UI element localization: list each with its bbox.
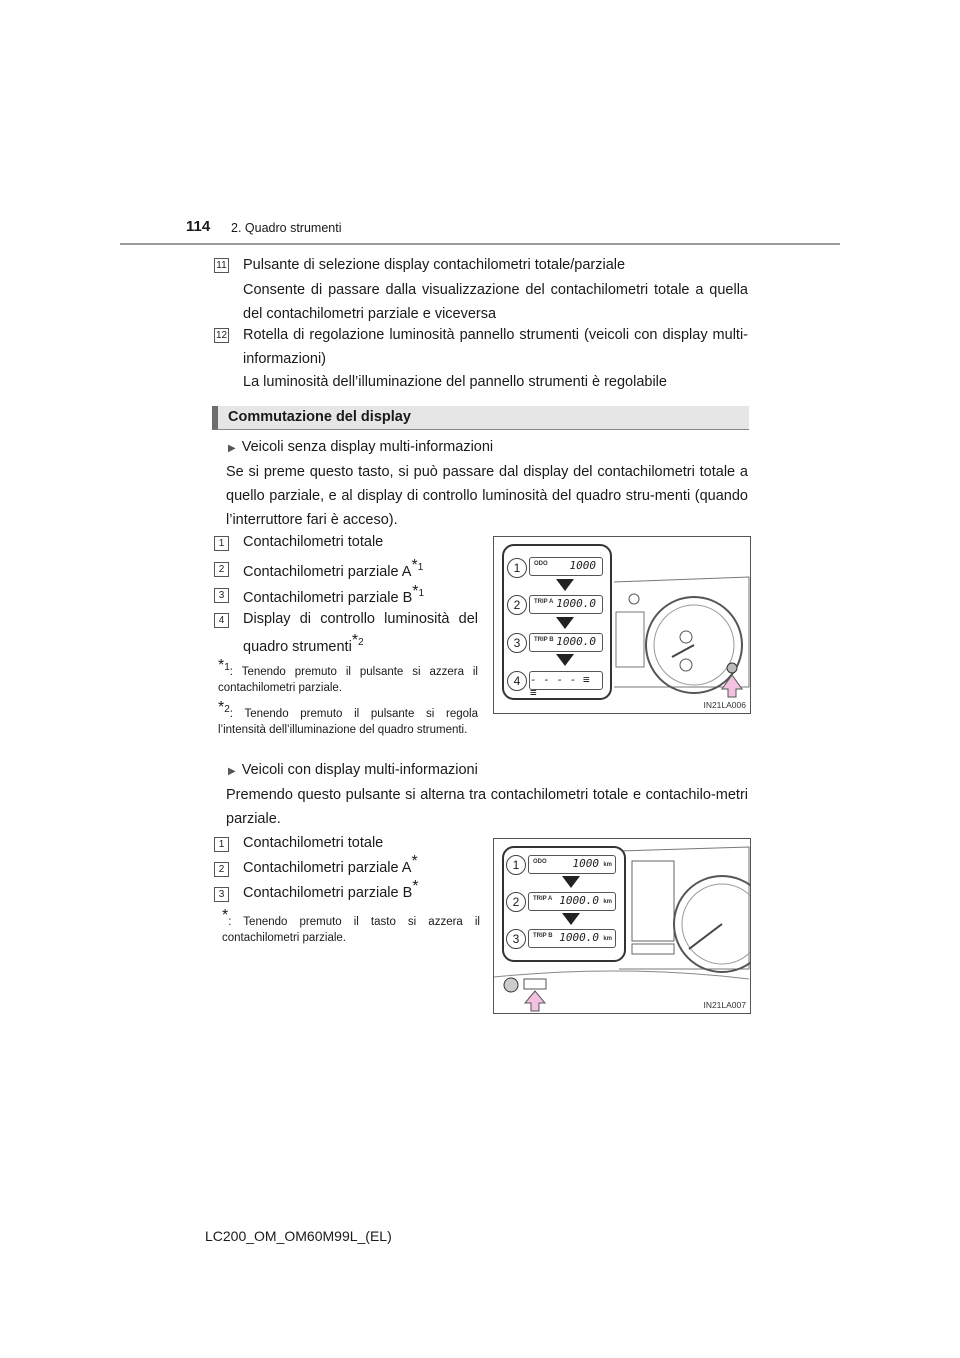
display-label: TRIP B bbox=[534, 637, 554, 643]
s1-footnote: *1: Tenendo premuto il pulsante si azzera il contachilometri parziale. bbox=[218, 657, 478, 694]
callout-number: 2 bbox=[507, 595, 527, 615]
section-band bbox=[212, 406, 749, 430]
asterisk: * bbox=[351, 632, 359, 649]
page-number: 114 bbox=[186, 218, 211, 235]
header-divider bbox=[120, 243, 840, 245]
footnote-text: Tenendo premuto il pulsante si regola l’intensità dell’illuminazione del quadro strumenti. bbox=[218, 707, 478, 736]
figure-odo-switching-no-mid bbox=[493, 536, 751, 714]
figure-odo-switching-mid bbox=[493, 838, 751, 1014]
s1-item-text: Contachilometri parziale B bbox=[243, 589, 413, 606]
section2-heading bbox=[228, 758, 478, 784]
s1-item-number: 2 bbox=[214, 562, 229, 577]
display-value: - - - - ≡ ≡ bbox=[530, 673, 590, 699]
s1-item-number: 3 bbox=[214, 588, 229, 603]
s1-item-text: Contachilometri totale bbox=[243, 534, 384, 550]
asterisk: * bbox=[218, 657, 225, 674]
item-11-title: Pulsante di selezione display contachilometri totale/parziale bbox=[243, 257, 626, 273]
trip-b-display bbox=[529, 633, 603, 652]
callout-number: 1 bbox=[507, 558, 527, 578]
display-value: 1000 bbox=[569, 559, 596, 572]
section2-paragraph: Premendo questo pulsante si alterna tra contachilometri totale e contachilo-metri parziale. bbox=[226, 787, 748, 827]
s2-footnote: *: Tenendo premuto il tasto si azzera il contachilometri parziale. bbox=[222, 907, 480, 944]
arrow-down-icon bbox=[556, 579, 574, 591]
arrow-down-icon bbox=[556, 654, 574, 666]
item-number-11: 11 bbox=[214, 258, 229, 273]
s1-item-label bbox=[243, 556, 423, 584]
s1-item-label bbox=[243, 607, 478, 659]
document-code: LC200_OM_OM60M99L_(EL) bbox=[205, 1228, 392, 1244]
display-value: 1000.0 bbox=[556, 635, 596, 648]
display-unit: km bbox=[603, 862, 612, 868]
s2-item-label bbox=[243, 831, 383, 855]
callout-number: 3 bbox=[507, 633, 527, 653]
s2-item-number: 3 bbox=[214, 887, 229, 902]
brightness-display bbox=[529, 671, 603, 699]
asterisk: * bbox=[218, 699, 225, 716]
display-value: 1000.0 bbox=[556, 597, 596, 610]
display-label: TRIP A bbox=[533, 896, 553, 902]
odo-display bbox=[528, 855, 616, 874]
band-title: Commutazione del display bbox=[228, 409, 411, 425]
s1-item-number: 1 bbox=[214, 536, 229, 551]
asterisk: * bbox=[222, 907, 229, 925]
callout-number: 2 bbox=[506, 892, 526, 912]
trip-a-display bbox=[529, 595, 603, 614]
asterisk: * bbox=[412, 583, 419, 600]
triangle-bullet-icon: ▶ bbox=[228, 766, 236, 777]
display-label: ODO bbox=[534, 561, 548, 567]
asterisk: * bbox=[411, 557, 418, 574]
figure-code: IN21LA007 bbox=[703, 1000, 746, 1010]
arrow-down-icon bbox=[556, 617, 574, 629]
s2-item-number: 1 bbox=[214, 837, 229, 852]
arrow-down-icon bbox=[562, 876, 580, 888]
section1-paragraph: Se si preme questo tasto, si può passare dal display del contachilometri totale a quello parziale, e al display di controllo luminosità del quadro stru-menti (quando l’interruttore fari è acceso). bbox=[226, 464, 748, 528]
s2-item-text: Contachilometri parziale B bbox=[243, 885, 413, 901]
callout-number: 4 bbox=[507, 671, 527, 691]
trip-a-display bbox=[528, 892, 616, 911]
display-value: 1000.0 bbox=[559, 894, 599, 907]
display-label: TRIP B bbox=[533, 933, 553, 939]
display-value: 1000.0 bbox=[559, 931, 599, 944]
figure-code: IN21LA006 bbox=[703, 700, 746, 710]
s1-item-label bbox=[243, 582, 424, 610]
s2-item-number: 2 bbox=[214, 862, 229, 877]
footnote-ref: 1 bbox=[224, 662, 230, 673]
item-number-12: 12 bbox=[215, 330, 228, 341]
callout-number: 3 bbox=[506, 929, 526, 949]
section-title: 2. Quadro strumenti bbox=[231, 221, 342, 235]
item-12-description: La luminosità dell’illuminazione del pannello strumenti è regolabile bbox=[243, 374, 667, 390]
s2-item-text: Contachilometri parziale A bbox=[243, 860, 412, 876]
s2-item-label bbox=[243, 878, 419, 905]
s2-item-text: Contachilometri totale bbox=[243, 835, 384, 851]
section1-heading-text: Veicoli senza display multi-informazioni bbox=[241, 439, 494, 455]
trip-b-display bbox=[528, 929, 616, 948]
callout-number: 1 bbox=[506, 855, 526, 875]
s1-item-text: Contachilometri parziale A bbox=[243, 563, 412, 580]
arrow-down-icon bbox=[562, 913, 580, 925]
odo-display bbox=[529, 557, 603, 576]
s1-item-label bbox=[243, 530, 383, 554]
footnote-ref: 2 bbox=[358, 637, 364, 648]
triangle-bullet-icon: ▶ bbox=[228, 443, 236, 454]
asterisk: * bbox=[411, 853, 418, 871]
s1-item-number: 4 bbox=[214, 613, 229, 628]
footnote-text: Tenendo premuto il pulsante si azzera il contachilometri parziale. bbox=[218, 665, 478, 694]
footnote-ref: 2 bbox=[224, 704, 230, 715]
asterisk: * bbox=[412, 878, 419, 896]
section2-heading-text: Veicoli con display multi-informazioni bbox=[241, 762, 478, 778]
footnote-ref: 1 bbox=[417, 562, 424, 573]
display-unit: km bbox=[603, 936, 612, 942]
s1-item-text: Display di controllo luminosità del quadro strumenti bbox=[243, 611, 478, 655]
item-11-description: Consente di passare dalla visualizzazione del contachilometri totale a quella del contachilometri parziale e viceversa bbox=[243, 282, 748, 322]
display-unit: km bbox=[603, 899, 612, 905]
s2-item-label bbox=[243, 853, 418, 880]
display-label: TRIP A bbox=[534, 599, 554, 605]
s1-footnote: *2: Tenendo premuto il pulsante si regola l’intensità dell’illuminazione del quadro strumenti. bbox=[218, 699, 478, 736]
display-label: ODO bbox=[533, 859, 547, 865]
footnote-ref: 1 bbox=[418, 588, 425, 599]
item-12-title: Rotella di regolazione luminosità pannello strumenti (veicoli con display multi-informazioni) bbox=[243, 327, 748, 367]
footnote-text: Tenendo premuto il tasto si azzera il contachilometri parziale. bbox=[222, 916, 480, 944]
section1-heading bbox=[228, 435, 493, 461]
display-value: 1000 bbox=[572, 857, 599, 870]
